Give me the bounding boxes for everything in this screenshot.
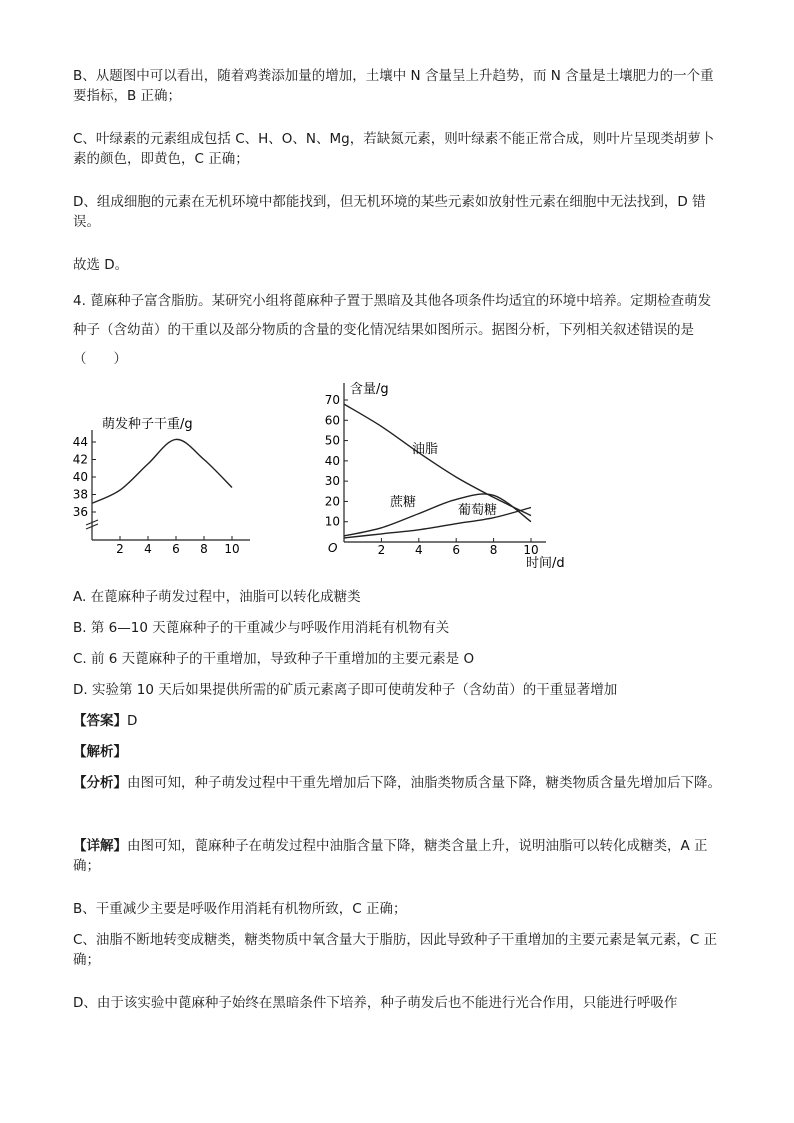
answer-label: 【答案】: [73, 713, 127, 729]
chart2-xlabel: 时间/d: [526, 556, 565, 571]
chart1-ytick-label: 36: [72, 505, 88, 519]
analysis-fenxi: [73, 773, 723, 793]
paragraph-bottom-c: C、油脂不断地转变成糖类，糖类物质中氧含量大于脂肪，因此导致种子干重增加的主要元素是氧元素，C 正确；: [73, 932, 718, 968]
chart2-ytick-label: 30: [324, 474, 340, 489]
chart2-xtick-label: 8: [489, 543, 498, 557]
paragraph-bottom-b: B、干重减少主要是呼吸作用消耗有机物所致，C 正确；: [73, 901, 407, 917]
substance-content-chart: [318, 375, 578, 580]
xiangjie-text: 由图可知，蓖麻种子在萌发过程中油脂含量下降，糖类含量上升，说明油脂可以转化成糖类，A 正确；: [73, 838, 708, 874]
chart2-origin: O: [328, 541, 338, 555]
chart2-ytick-label: 60: [324, 413, 340, 428]
analysis-xiangjie: [73, 836, 723, 876]
dry-weight-chart: [70, 400, 280, 580]
fenxi-label: 【分析】: [73, 775, 127, 791]
paragraph-option-d-explanation: D、组成细胞的元素在无机环境中都能找到，但无机环境的某些元素如放射性元素在细胞中无法找到，D 错误。: [73, 194, 706, 230]
chart1-xtick-label: 4: [144, 542, 152, 556]
chart2-xtick-label: 10: [523, 543, 539, 557]
dry-weight-series-line: [92, 439, 232, 503]
chart1-xtick-label: 10: [224, 542, 240, 556]
chart2-ytick-label: 10: [324, 514, 340, 529]
option-d: D. 实验第 10 天后如果提供所需的矿质元素离子即可使萌发种子（含幼苗）的干重显著增加: [73, 682, 618, 698]
chart1-xtick-label: 2: [116, 542, 124, 556]
paragraph-bottom-d: D、由于该实验中蓖麻种子始终在黑暗条件下培养，种子萌发后也不能进行光合作用，只能进行呼吸作: [73, 995, 678, 1011]
chart2-ytick-label: 40: [324, 453, 340, 468]
chart1-ytick-label: 40: [72, 470, 88, 484]
chart2-xtick-label: 4: [414, 543, 423, 557]
chart2-ytick-label: 70: [324, 393, 340, 407]
option-c: C. 前 6 天蓖麻种子的干重增加，导致种子干重增加的主要元素是 O: [73, 651, 475, 667]
chart1-xtick-label: 6: [172, 542, 180, 556]
chart1-ylabel: 萌发种子干重/g: [102, 417, 193, 432]
oil-series-line: [344, 404, 531, 515]
glucose-series-line: [344, 508, 531, 538]
paragraph-option-b-explanation: B、从题图中可以看出，随着鸡粪添加量的增加，土壤中 N 含量呈上升趋势，而 N 含量是土壤肥力的一个重要指标，B 正确；: [73, 68, 714, 104]
question-stem: 4. 蓖麻种子富含脂肪。某研究小组将蓖麻种子置于黑暗及其他各项条件均适宜的环境中培养。定期检查萌发种子（含幼苗）的干重以及部分物质的含量的变化情况结果如图所示。据图分析，下列相关叙述错误的是（ ）: [73, 293, 712, 367]
paragraph-option-c-explanation: C、叶绿素的元素组成包括 C、H、O、N、Mg，若缺氮元素，则叶绿素不能正常合成，则叶片呈现类胡萝卜素的颜色，即黄色，C 正确；: [73, 131, 715, 167]
option-b: B. 第 6—10 天蓖麻种子的干重减少与呼吸作用消耗有机物有关: [73, 620, 450, 636]
analysis-label: 【解析】: [73, 744, 127, 760]
option-a: A. 在蓖麻种子萌发过程中，油脂可以转化成糖类: [73, 589, 361, 605]
xiangjie-label: 【详解】: [73, 838, 127, 854]
chart2-xtick-label: 2: [377, 543, 386, 557]
chart2-ylabel: 含量/g: [350, 382, 389, 397]
oil-series-label: 油脂: [412, 442, 439, 457]
chart1-ytick-label: 38: [72, 487, 88, 502]
chart2-ytick-label: 20: [324, 494, 340, 509]
analysis-heading: [73, 742, 127, 762]
sucrose-series-label: 蔗糖: [390, 495, 417, 510]
glucose-series-label: 葡萄糖: [458, 503, 498, 518]
chart2-xtick-label: 6: [452, 543, 461, 557]
chart2-ytick-label: 50: [324, 433, 340, 448]
chart1-ytick-label: 44: [72, 435, 88, 449]
chart1-ytick-label: 42: [72, 452, 88, 467]
paragraph-conclusion: 故选 D。: [73, 257, 129, 273]
answer-line: [73, 711, 137, 731]
answer-value: D: [127, 713, 138, 729]
fenxi-text: 由图可知，种子萌发过程中干重先增加后下降，油脂类物质含量下降，糖类物质含量先增加后下降。: [127, 775, 721, 791]
chart1-xtick-label: 8: [200, 542, 208, 556]
